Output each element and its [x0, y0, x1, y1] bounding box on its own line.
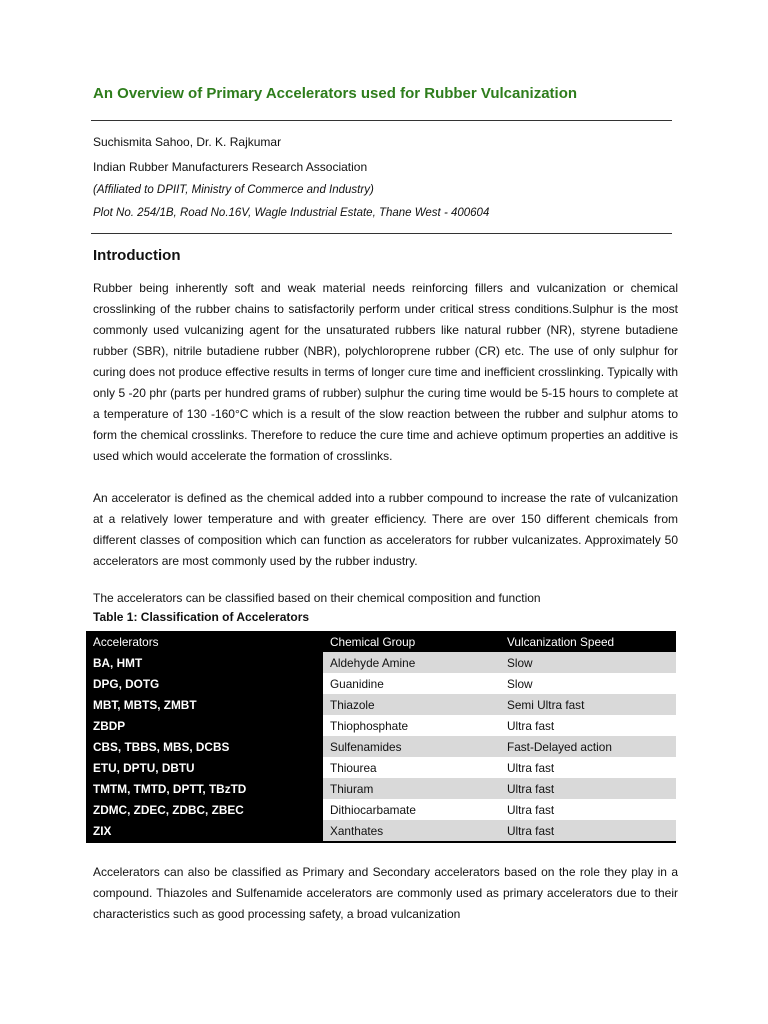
header-vulcanization-speed: Vulcanization Speed	[500, 631, 676, 652]
cell-chemical-group: Aldehyde Amine	[323, 652, 500, 673]
table-row	[86, 757, 676, 778]
header-chemical-group: Chemical Group	[323, 631, 500, 652]
intro-paragraph-2: An accelerator is defined as the chemical added into a rubber compound to increase the rate of vulcanization at a relatively lower temperature and with greater efficiency. There are over 150 different chemicals from different classes of composition which can function as accelerators for rubber vulcanizates. Approximately 50 accelerators are most commonly used by the rubber industry.	[93, 491, 678, 568]
paragraph-3: Accelerators can also be classified as Primary and Secondary accelerators based on the role they play in a compound. Thiazoles and Sulfenamide accelerators are commonly used as primary accelerators due to their characteristics such as good processing safety, a broad vulcanization	[93, 865, 678, 921]
cell-speed: Fast-Delayed action	[500, 736, 676, 757]
cell-speed: Semi Ultra fast	[500, 694, 676, 715]
table-intro: The accelerators can be classified based on their chemical composition and function	[93, 591, 541, 605]
authors: Suchismita Sahoo, Dr. K. Rajkumar	[93, 135, 282, 149]
cell-speed: Ultra fast	[500, 715, 676, 736]
cell-accelerators: ZBDP	[86, 715, 323, 736]
cell-speed: Ultra fast	[500, 778, 676, 799]
cell-chemical-group: Thiourea	[323, 757, 500, 778]
cell-chemical-group: Thiuram	[323, 778, 500, 799]
cell-accelerators: ZIX	[86, 820, 323, 842]
header-divider	[91, 233, 672, 234]
cell-accelerators: CBS, TBBS, MBS, DCBS	[86, 736, 323, 757]
cell-accelerators: BA, HMT	[86, 652, 323, 673]
cell-accelerators: TMTM, TMTD, DPTT, TBzTD	[86, 778, 323, 799]
table-row	[86, 820, 676, 842]
table-header-row	[86, 631, 676, 652]
table-row	[86, 778, 676, 799]
table-row	[86, 799, 676, 820]
cell-chemical-group: Xanthates	[323, 820, 500, 842]
table-row	[86, 715, 676, 736]
header-accelerators: Accelerators	[86, 631, 323, 652]
paper-title: An Overview of Primary Accelerators used for Rubber Vulcanization	[93, 85, 578, 102]
table-row	[86, 694, 676, 715]
cell-chemical-group: Sulfenamides	[323, 736, 500, 757]
cell-speed: Ultra fast	[500, 799, 676, 820]
cell-accelerators: MBT, MBTS, ZMBT	[86, 694, 323, 715]
cell-speed: Slow	[500, 673, 676, 694]
cell-speed: Ultra fast	[500, 757, 676, 778]
cell-accelerators: DPG, DOTG	[86, 673, 323, 694]
section-heading: Introduction	[93, 247, 181, 264]
cell-speed: Slow	[500, 652, 676, 673]
cell-chemical-group: Thiazole	[323, 694, 500, 715]
cell-accelerators: ETU, DPTU, DBTU	[86, 757, 323, 778]
affiliation: (Affiliated to DPIIT, Ministry of Commerce and Industry)	[93, 184, 374, 196]
cell-accelerators: ZDMC, ZDEC, ZDBC, ZBEC	[86, 799, 323, 820]
intro-paragraph-1: Rubber being inherently soft and weak material needs reinforcing fillers and vulcanization or chemical crosslinking of the rubber chains to satisfactorily perform under critical stress conditions.Sulphur is the most commonly used vulcanizing agent for the unsaturated rubbers like natural rubber (NR), styrene butadiene rubber (SBR), nitrile butadiene rubber (NBR), polychloroprene rubber (CR) etc. The use of only sulphur for curing does not produce effective results in terms of longer cure time and inefficient crosslinking. Typically with only 5 -20 phr (parts per hundred grams of rubber) sulphur the curing time would be 5-15 hours to complete at a temperature of 130 -160°C which is a result of the slow reaction between the rubber and sulphur atoms to form the chemical crosslinks. Therefore to reduce the cure time and achieve optimum properties an additive is used which would accelerate the formation of crosslinks.	[93, 281, 678, 463]
cell-chemical-group: Dithiocarbamate	[323, 799, 500, 820]
organization: Indian Rubber Manufacturers Research Association	[93, 160, 368, 174]
table-row	[86, 652, 676, 673]
table-row	[86, 736, 676, 757]
table-row	[86, 673, 676, 694]
table-caption: Table 1: Classification of Accelerators	[93, 610, 310, 624]
cell-chemical-group: Guanidine	[323, 673, 500, 694]
address: Plot No. 254/1B, Road No.16V, Wagle Industrial Estate, Thane West - 400604	[93, 207, 490, 219]
cell-speed: Ultra fast	[500, 820, 676, 842]
accelerator-table	[86, 631, 676, 843]
cell-chemical-group: Thiophosphate	[323, 715, 500, 736]
title-divider	[91, 120, 672, 121]
